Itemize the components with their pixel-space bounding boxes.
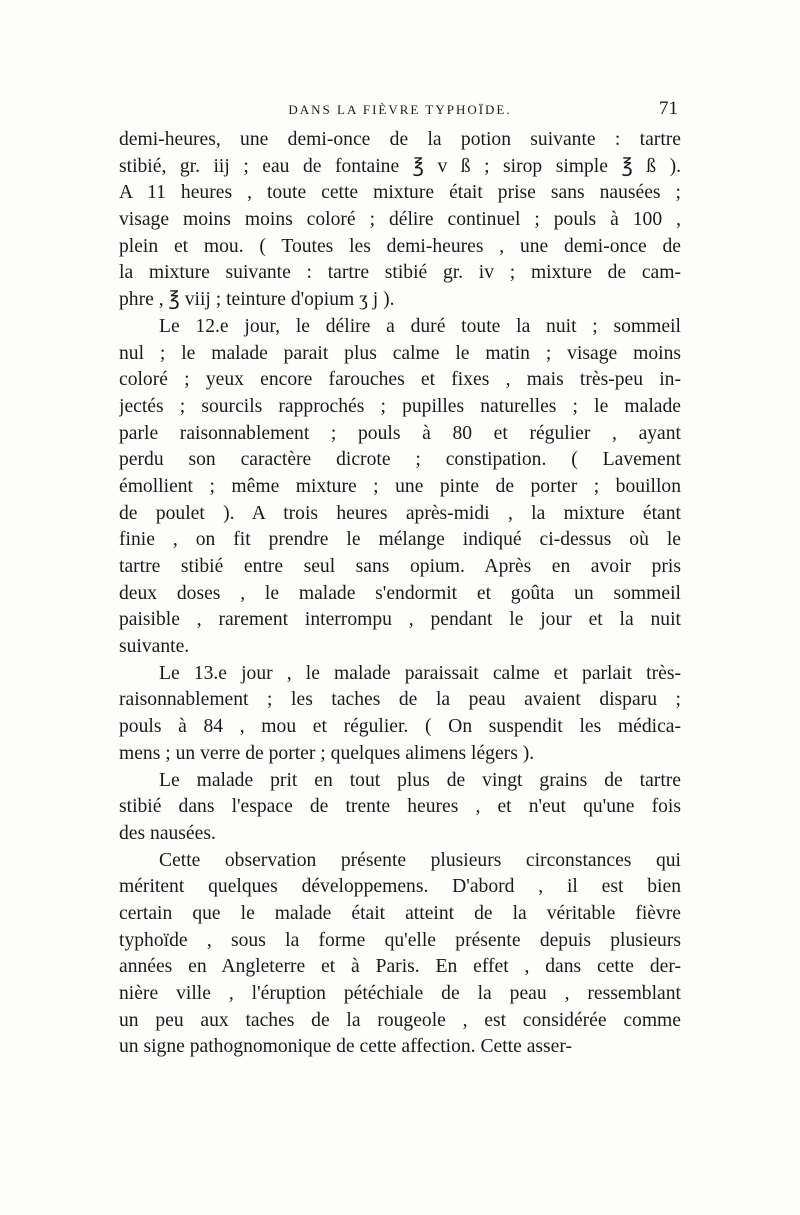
text-line: méritent quelques développemens. D'abord , il est bien	[119, 876, 681, 898]
text-line: stibié, gr. iij ; eau de fontaine ℥ v ß ; sirop simple ℥ ß ).	[119, 155, 681, 177]
text-line: des nausées.	[119, 822, 216, 844]
text-line: plein et mou. ( Toutes les demi-heures , une demi-once de	[119, 235, 681, 257]
text-line: certain que le malade était atteint de la véritable fièvre	[119, 902, 681, 924]
text-line: tartre stibié entre seul sans opium. Après en avoir pris	[119, 556, 681, 577]
page-number: 71	[659, 98, 678, 119]
text-line: typhoïde , sous la forme qu'elle présente depuis plusieurs	[119, 929, 681, 951]
text-line: un peu aux taches de la rougeole , est considérée comme	[119, 1009, 681, 1031]
text-line: phre , ℥ viij ; teinture d'opium ʒ j ).	[119, 289, 395, 311]
text-line: deux doses , le malade s'endormit et goûta un sommeil	[119, 582, 681, 604]
text-line: émollient ; même mixture ; une pinte de porter ; bouillon	[119, 475, 681, 497]
text-line: paisible , rarement interrompu , pendant le jour et la nuit	[119, 609, 681, 631]
text-line: nière ville , l'éruption pétéchiale de la peau , ressemblant	[119, 983, 681, 1004]
paragraph	[119, 768, 681, 848]
text-line: Le 12.e jour, le délire a duré toute la nuit ; sommeil	[159, 315, 681, 337]
body-text	[119, 127, 681, 1061]
running-head	[120, 98, 680, 126]
text-line: années en Angleterre et à Paris. En effet , dans cette der-	[119, 956, 681, 978]
text-line: suivante.	[119, 636, 190, 658]
paragraph	[119, 848, 681, 1062]
paragraph	[119, 127, 681, 314]
text-line: stibié dans l'espace de trente heures , et n'eut qu'une fois	[119, 796, 681, 818]
text-line: mens ; un verre de porter ; quelques alimens légers ).	[119, 742, 535, 764]
running-title: DANS LA FIÈVRE TYPHOÏDE.	[288, 102, 512, 117]
text-line: de poulet ). A trois heures après-midi , la mixture étant	[119, 502, 681, 524]
paragraph	[119, 661, 681, 768]
text-line: raisonnablement ; les taches de la peau avaient disparu ;	[119, 689, 681, 711]
text-line: Le 13.e jour , le malade paraissait calme et parlait très-	[159, 662, 681, 684]
text-line: finie , on fit prendre le mélange indiqué ci-dessus où le	[119, 529, 681, 551]
text-line: parle raisonnablement ; pouls à 80 et régulier , ayant	[119, 422, 681, 444]
text-line: coloré ; yeux encore farouches et fixes , mais très-peu in-	[119, 369, 681, 391]
text-line: la mixture suivante : tartre stibié gr. iv ; mixture de cam-	[119, 262, 681, 284]
text-line: perdu son caractère dicrote ; constipation. ( Lavement	[119, 449, 681, 471]
paragraph	[119, 314, 681, 661]
text-line: Le malade prit en tout plus de vingt grains de tartre	[159, 769, 681, 791]
text-line: visage moins moins coloré ; délire continuel ; pouls à 100 ,	[119, 209, 681, 231]
text-line: jectés ; sourcils rapprochés ; pupilles naturelles ; le malade	[119, 395, 681, 417]
text-line: demi-heures, une demi-once de la potion suivante : tartre	[119, 129, 681, 150]
text-line: un signe pathognomonique de cette affection. Cette asser-	[119, 1036, 573, 1058]
text-line: A 11 heures , toute cette mixture était prise sans nausées ;	[119, 182, 681, 204]
text-line: pouls à 84 , mou et régulier. ( On suspendit les médica-	[119, 716, 681, 738]
text-line: Cette observation présente plusieurs circonstances qui	[159, 849, 681, 871]
text-line: nul ; le malade parait plus calme le matin ; visage moins	[119, 342, 681, 364]
